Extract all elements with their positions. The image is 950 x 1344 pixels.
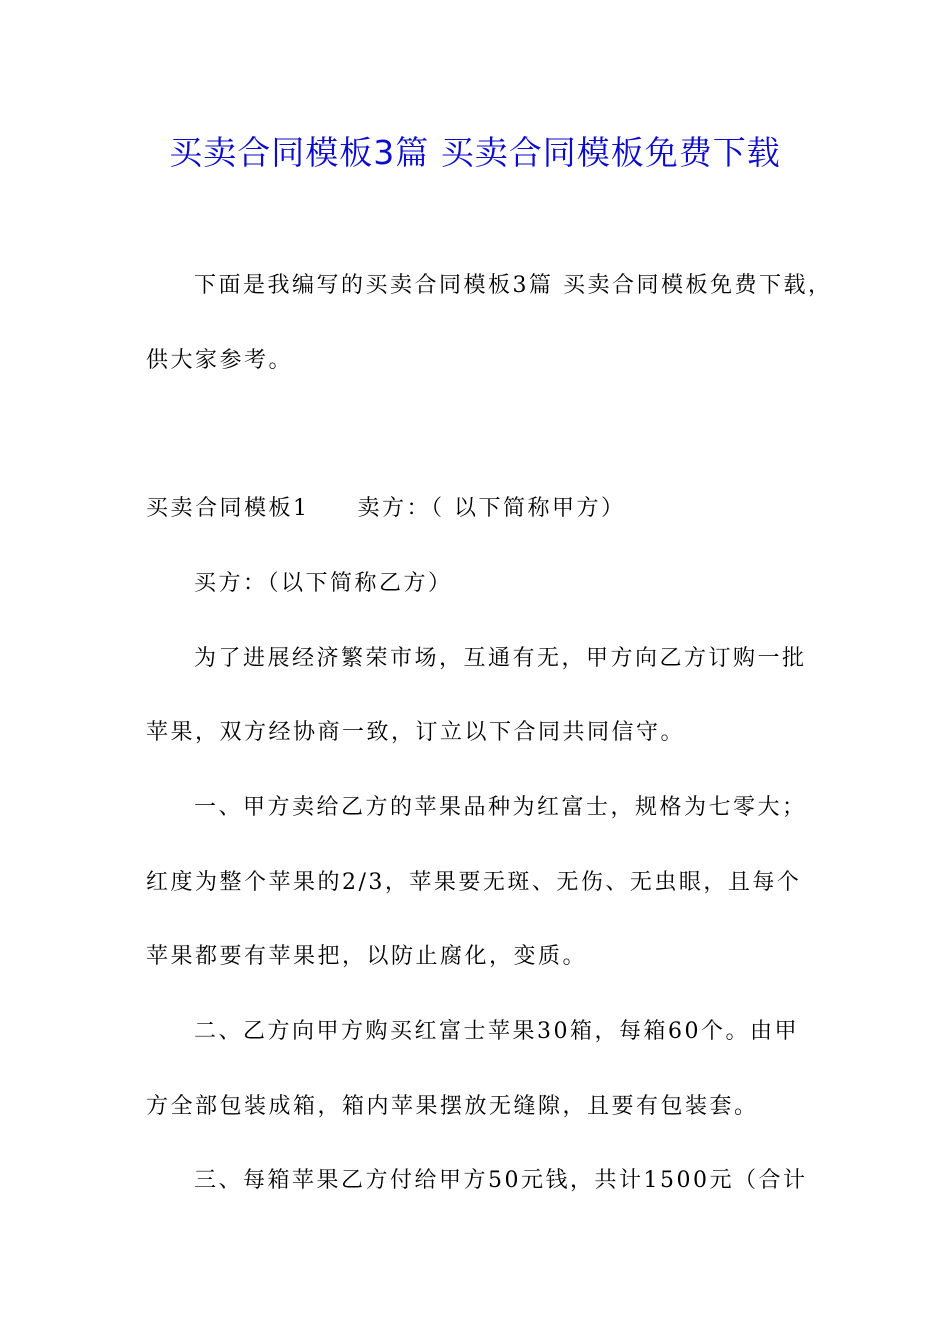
clause-1-line-3: 苹果都要有苹果把，以防止腐化，变质。 [146, 944, 588, 969]
intro-line-1: 下面是我编写的买卖合同模板3篇 买卖合同模板免费下载， [194, 273, 833, 298]
document-title: 买卖合同模板3篇 买卖合同模板免费下载 [169, 133, 781, 172]
clause-1-line-2: 红度为整个苹果的2/3，苹果要无斑、无伤、无虫眼，且每个 [146, 870, 802, 895]
clause-2-line-2: 方全部包装成箱，箱内苹果摆放无缝隙，且要有包装套。 [146, 1094, 759, 1119]
intro-line-2: 供大家参考。 [146, 348, 294, 373]
buyer-label: 买方：（以下简称乙方） [194, 571, 453, 596]
paragraph-1-line-1: 为了进展经济繁荣市场，互通有无，甲方向乙方订购一批 [194, 646, 807, 671]
paragraph-1-line-2: 苹果，双方经协商一致，订立以下合同共同信守。 [146, 720, 686, 745]
section-heading: 买卖合同模板1 [146, 496, 310, 521]
clause-1-line-1: 一、甲方卖给乙方的苹果品种为红富士，规格为七零大； [194, 795, 807, 820]
clause-3-line-1: 三、每箱苹果乙方付给甲方50元钱，共计1500元（合计 [194, 1168, 808, 1193]
seller-label: 卖方：（ 以下简称甲方） [357, 496, 626, 521]
clause-2-line-1: 二、乙方向甲方购买红富士苹果30箱，每箱60个。由甲 [194, 1019, 799, 1044]
section-heading-line [146, 494, 626, 524]
